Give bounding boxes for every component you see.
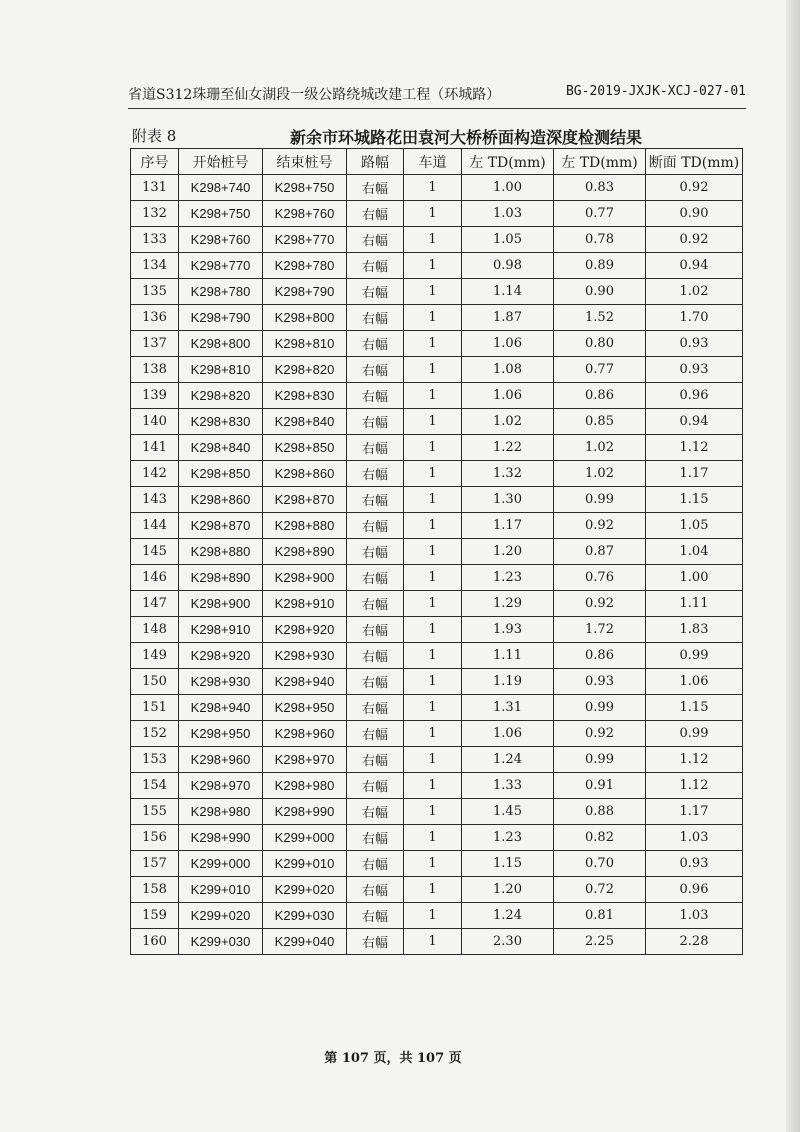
- cell-section-td: 1.83: [646, 617, 743, 643]
- cell-right-td: 0.99: [554, 747, 646, 773]
- cell-lane: 1: [404, 825, 462, 851]
- cell-end-station: K298+770: [263, 227, 347, 253]
- cell-section-td: 1.17: [646, 461, 743, 487]
- cell-section-td: 1.12: [646, 773, 743, 799]
- cell-start-station: K298+960: [179, 747, 263, 773]
- col-header-section-td: 断面 TD(mm): [646, 149, 743, 175]
- cell-section-td: 0.93: [646, 851, 743, 877]
- cell-start-station: K298+880: [179, 539, 263, 565]
- cell-left-td: 1.23: [462, 825, 554, 851]
- cell-left-td: 1.24: [462, 903, 554, 929]
- cell-end-station: K298+980: [263, 773, 347, 799]
- cell-left-td: 1.15: [462, 851, 554, 877]
- cell-carriageway: 右幅: [347, 617, 404, 643]
- table-title: 新余市环城路花田袁河大桥桥面构造深度检测结果: [289, 128, 642, 147]
- cell-lane: 1: [404, 773, 462, 799]
- table-row: [131, 201, 743, 227]
- cell-right-td: 1.72: [554, 617, 646, 643]
- cell-start-station: K298+820: [179, 383, 263, 409]
- cell-end-station: K298+810: [263, 331, 347, 357]
- cell-left-td: 1.30: [462, 487, 554, 513]
- table-row: [131, 825, 743, 851]
- cell-end-station: K299+030: [263, 903, 347, 929]
- cell-left-td: 1.08: [462, 357, 554, 383]
- table-row: [131, 513, 743, 539]
- cell-right-td: 0.78: [554, 227, 646, 253]
- cell-right-td: 0.89: [554, 253, 646, 279]
- cell-start-station: K298+940: [179, 695, 263, 721]
- cell-carriageway: 右幅: [347, 201, 404, 227]
- cell-lane: 1: [404, 175, 462, 201]
- cell-index: 142: [131, 461, 179, 487]
- cell-lane: 1: [404, 539, 462, 565]
- table-row: [131, 539, 743, 565]
- cell-right-td: 0.92: [554, 513, 646, 539]
- table-row: [131, 851, 743, 877]
- cell-section-td: 1.02: [646, 279, 743, 305]
- table-row: [131, 643, 743, 669]
- cell-right-td: 1.52: [554, 305, 646, 331]
- cell-index: 146: [131, 565, 179, 591]
- cell-carriageway: 右幅: [347, 643, 404, 669]
- texture-depth-table: [130, 148, 743, 955]
- table-row: [131, 929, 743, 955]
- cell-right-td: 1.02: [554, 461, 646, 487]
- cell-start-station: K298+790: [179, 305, 263, 331]
- cell-lane: 1: [404, 461, 462, 487]
- cell-index: 150: [131, 669, 179, 695]
- cell-index: 140: [131, 409, 179, 435]
- cell-end-station: K298+890: [263, 539, 347, 565]
- cell-section-td: 1.03: [646, 903, 743, 929]
- cell-left-td: 1.02: [462, 409, 554, 435]
- cell-left-td: 1.29: [462, 591, 554, 617]
- table-row: [131, 721, 743, 747]
- cell-carriageway: 右幅: [347, 747, 404, 773]
- col-header-left-td: 左 TD(mm): [462, 149, 554, 175]
- cell-carriageway: 右幅: [347, 669, 404, 695]
- cell-end-station: K299+020: [263, 877, 347, 903]
- cell-index: 134: [131, 253, 179, 279]
- cell-start-station: K298+980: [179, 799, 263, 825]
- header-rule: [128, 108, 746, 109]
- table-row: [131, 357, 743, 383]
- cell-index: 131: [131, 175, 179, 201]
- cell-index: 137: [131, 331, 179, 357]
- cell-index: 159: [131, 903, 179, 929]
- cell-section-td: 0.90: [646, 201, 743, 227]
- cell-lane: 1: [404, 513, 462, 539]
- cell-lane: 1: [404, 201, 462, 227]
- cell-carriageway: 右幅: [347, 461, 404, 487]
- cell-index: 144: [131, 513, 179, 539]
- cell-right-td: 0.90: [554, 279, 646, 305]
- cell-lane: 1: [404, 747, 462, 773]
- cell-right-td: 0.77: [554, 201, 646, 227]
- cell-left-td: 2.30: [462, 929, 554, 955]
- table-row: [131, 409, 743, 435]
- cell-start-station: K298+870: [179, 513, 263, 539]
- cell-carriageway: 右幅: [347, 695, 404, 721]
- col-header-end-station: 结束桩号: [263, 149, 347, 175]
- cell-lane: 1: [404, 929, 462, 955]
- col-header-lane: 车道: [404, 149, 462, 175]
- col-header-right-td: 左 TD(mm): [554, 149, 646, 175]
- cell-section-td: 0.99: [646, 721, 743, 747]
- table-row: [131, 591, 743, 617]
- cell-index: 151: [131, 695, 179, 721]
- table-label: 附表 8: [132, 127, 177, 145]
- cell-left-td: 1.23: [462, 565, 554, 591]
- table-row: [131, 331, 743, 357]
- cell-carriageway: 右幅: [347, 357, 404, 383]
- cell-right-td: 0.76: [554, 565, 646, 591]
- cell-right-td: 0.85: [554, 409, 646, 435]
- cell-end-station: K298+760: [263, 201, 347, 227]
- cell-lane: 1: [404, 669, 462, 695]
- cell-end-station: K298+900: [263, 565, 347, 591]
- cell-start-station: K298+750: [179, 201, 263, 227]
- table-row: [131, 461, 743, 487]
- table-row: [131, 487, 743, 513]
- table-row: [131, 747, 743, 773]
- cell-right-td: 0.81: [554, 903, 646, 929]
- cell-right-td: 2.25: [554, 929, 646, 955]
- cell-carriageway: 右幅: [347, 799, 404, 825]
- table-body: [131, 175, 743, 955]
- cell-end-station: K298+830: [263, 383, 347, 409]
- cell-lane: 1: [404, 799, 462, 825]
- cell-left-td: 1.45: [462, 799, 554, 825]
- cell-start-station: K298+900: [179, 591, 263, 617]
- cell-index: 145: [131, 539, 179, 565]
- cell-right-td: 0.91: [554, 773, 646, 799]
- cell-right-td: 0.80: [554, 331, 646, 357]
- cell-start-station: K299+030: [179, 929, 263, 955]
- cell-end-station: K298+860: [263, 461, 347, 487]
- cell-start-station: K298+850: [179, 461, 263, 487]
- cell-carriageway: 右幅: [347, 435, 404, 461]
- cell-lane: 1: [404, 695, 462, 721]
- cell-left-td: 1.19: [462, 669, 554, 695]
- cell-left-td: 1.87: [462, 305, 554, 331]
- cell-carriageway: 右幅: [347, 903, 404, 929]
- cell-end-station: K298+840: [263, 409, 347, 435]
- cell-end-station: K298+950: [263, 695, 347, 721]
- cell-section-td: 1.12: [646, 435, 743, 461]
- cell-index: 139: [131, 383, 179, 409]
- cell-lane: 1: [404, 903, 462, 929]
- cell-start-station: K298+930: [179, 669, 263, 695]
- table-caption: [130, 125, 742, 145]
- cell-start-station: K298+920: [179, 643, 263, 669]
- cell-right-td: 0.99: [554, 487, 646, 513]
- cell-right-td: 0.99: [554, 695, 646, 721]
- cell-right-td: 0.86: [554, 643, 646, 669]
- cell-lane: 1: [404, 383, 462, 409]
- cell-start-station: K298+740: [179, 175, 263, 201]
- cell-index: 157: [131, 851, 179, 877]
- project-title: 省道S312珠珊至仙女湖段一级公路绕城改建工程（环城路）: [128, 87, 501, 103]
- cell-end-station: K299+010: [263, 851, 347, 877]
- cell-lane: 1: [404, 877, 462, 903]
- cell-right-td: 0.93: [554, 669, 646, 695]
- table-row: [131, 435, 743, 461]
- table-row: [131, 617, 743, 643]
- cell-left-td: 1.00: [462, 175, 554, 201]
- cell-carriageway: 右幅: [347, 929, 404, 955]
- cell-left-td: 1.11: [462, 643, 554, 669]
- cell-carriageway: 右幅: [347, 253, 404, 279]
- table-row: [131, 279, 743, 305]
- cell-section-td: 1.00: [646, 565, 743, 591]
- cell-index: 160: [131, 929, 179, 955]
- cell-end-station: K298+880: [263, 513, 347, 539]
- cell-index: 158: [131, 877, 179, 903]
- cell-section-td: 0.94: [646, 409, 743, 435]
- cell-index: 149: [131, 643, 179, 669]
- cell-index: 155: [131, 799, 179, 825]
- cell-section-td: 1.12: [646, 747, 743, 773]
- cell-carriageway: 右幅: [347, 383, 404, 409]
- cell-section-td: 0.92: [646, 175, 743, 201]
- col-header-start-station: 开始桩号: [179, 149, 263, 175]
- cell-carriageway: 右幅: [347, 721, 404, 747]
- cell-start-station: K298+990: [179, 825, 263, 851]
- cell-left-td: 1.03: [462, 201, 554, 227]
- cell-index: 154: [131, 773, 179, 799]
- cell-end-station: K298+930: [263, 643, 347, 669]
- table-row: [131, 799, 743, 825]
- cell-start-station: K298+840: [179, 435, 263, 461]
- cell-section-td: 1.15: [646, 695, 743, 721]
- cell-end-station: K299+040: [263, 929, 347, 955]
- cell-start-station: K299+000: [179, 851, 263, 877]
- cell-start-station: K298+890: [179, 565, 263, 591]
- cell-carriageway: 右幅: [347, 487, 404, 513]
- cell-carriageway: 右幅: [347, 825, 404, 851]
- report-code: BG-2019-JXJK-XCJ-027-01: [565, 84, 746, 99]
- cell-right-td: 1.02: [554, 435, 646, 461]
- table-header-row: [131, 149, 743, 175]
- cell-end-station: K298+750: [263, 175, 347, 201]
- cell-index: 138: [131, 357, 179, 383]
- cell-end-station: K298+850: [263, 435, 347, 461]
- cell-left-td: 1.20: [462, 877, 554, 903]
- cell-carriageway: 右幅: [347, 227, 404, 253]
- cell-lane: 1: [404, 721, 462, 747]
- cell-start-station: K298+970: [179, 773, 263, 799]
- cell-lane: 1: [404, 487, 462, 513]
- cell-section-td: 0.96: [646, 383, 743, 409]
- cell-right-td: 0.72: [554, 877, 646, 903]
- cell-left-td: 1.06: [462, 383, 554, 409]
- table-row: [131, 227, 743, 253]
- cell-carriageway: 右幅: [347, 591, 404, 617]
- cell-left-td: 1.24: [462, 747, 554, 773]
- cell-index: 147: [131, 591, 179, 617]
- page-footer: 第 107 页，共 107 页: [324, 1051, 462, 1066]
- cell-end-station: K298+820: [263, 357, 347, 383]
- cell-start-station: K298+800: [179, 331, 263, 357]
- cell-left-td: 1.14: [462, 279, 554, 305]
- table-row: [131, 903, 743, 929]
- table-row: [131, 175, 743, 201]
- cell-carriageway: 右幅: [347, 565, 404, 591]
- cell-section-td: 1.04: [646, 539, 743, 565]
- cell-index: 153: [131, 747, 179, 773]
- cell-end-station: K299+000: [263, 825, 347, 851]
- cell-end-station: K298+870: [263, 487, 347, 513]
- cell-section-td: 1.17: [646, 799, 743, 825]
- cell-left-td: 1.05: [462, 227, 554, 253]
- cell-right-td: 0.70: [554, 851, 646, 877]
- cell-right-td: 0.83: [554, 175, 646, 201]
- cell-end-station: K298+800: [263, 305, 347, 331]
- cell-end-station: K298+960: [263, 721, 347, 747]
- table-row: [131, 669, 743, 695]
- table-row: [131, 695, 743, 721]
- cell-lane: 1: [404, 305, 462, 331]
- cell-left-td: 1.17: [462, 513, 554, 539]
- cell-left-td: 1.32: [462, 461, 554, 487]
- cell-lane: 1: [404, 565, 462, 591]
- cell-left-td: 0.98: [462, 253, 554, 279]
- cell-carriageway: 右幅: [347, 409, 404, 435]
- cell-left-td: 1.20: [462, 539, 554, 565]
- cell-index: 148: [131, 617, 179, 643]
- cell-section-td: 0.94: [646, 253, 743, 279]
- cell-carriageway: 右幅: [347, 877, 404, 903]
- cell-end-station: K298+990: [263, 799, 347, 825]
- cell-section-td: 0.96: [646, 877, 743, 903]
- cell-right-td: 0.88: [554, 799, 646, 825]
- cell-lane: 1: [404, 227, 462, 253]
- cell-left-td: 1.93: [462, 617, 554, 643]
- table-row: [131, 877, 743, 903]
- cell-index: 133: [131, 227, 179, 253]
- cell-section-td: 1.15: [646, 487, 743, 513]
- cell-section-td: 2.28: [646, 929, 743, 955]
- cell-end-station: K298+970: [263, 747, 347, 773]
- cell-section-td: 0.99: [646, 643, 743, 669]
- cell-carriageway: 右幅: [347, 331, 404, 357]
- cell-carriageway: 右幅: [347, 773, 404, 799]
- cell-end-station: K298+920: [263, 617, 347, 643]
- cell-section-td: 1.06: [646, 669, 743, 695]
- cell-lane: 1: [404, 357, 462, 383]
- cell-section-td: 0.92: [646, 227, 743, 253]
- cell-end-station: K298+940: [263, 669, 347, 695]
- cell-start-station: K298+910: [179, 617, 263, 643]
- cell-start-station: K298+810: [179, 357, 263, 383]
- cell-right-td: 0.92: [554, 591, 646, 617]
- cell-lane: 1: [404, 331, 462, 357]
- cell-left-td: 1.06: [462, 331, 554, 357]
- cell-section-td: 0.93: [646, 357, 743, 383]
- cell-index: 156: [131, 825, 179, 851]
- cell-left-td: 1.33: [462, 773, 554, 799]
- cell-section-td: 1.70: [646, 305, 743, 331]
- cell-right-td: 0.92: [554, 721, 646, 747]
- page-header: [128, 84, 746, 104]
- cell-start-station: K298+830: [179, 409, 263, 435]
- cell-index: 141: [131, 435, 179, 461]
- cell-right-td: 0.87: [554, 539, 646, 565]
- cell-right-td: 0.82: [554, 825, 646, 851]
- cell-lane: 1: [404, 409, 462, 435]
- col-header-carriageway: 路幅: [347, 149, 404, 175]
- table-row: [131, 383, 743, 409]
- cell-start-station: K298+950: [179, 721, 263, 747]
- cell-lane: 1: [404, 617, 462, 643]
- cell-start-station: K299+010: [179, 877, 263, 903]
- cell-left-td: 1.22: [462, 435, 554, 461]
- cell-carriageway: 右幅: [347, 539, 404, 565]
- cell-section-td: 1.05: [646, 513, 743, 539]
- cell-lane: 1: [404, 591, 462, 617]
- cell-section-td: 0.93: [646, 331, 743, 357]
- cell-end-station: K298+910: [263, 591, 347, 617]
- cell-start-station: K298+860: [179, 487, 263, 513]
- cell-lane: 1: [404, 253, 462, 279]
- cell-left-td: 1.31: [462, 695, 554, 721]
- cell-index: 136: [131, 305, 179, 331]
- table-row: [131, 773, 743, 799]
- cell-left-td: 1.06: [462, 721, 554, 747]
- table-row: [131, 565, 743, 591]
- cell-carriageway: 右幅: [347, 175, 404, 201]
- cell-right-td: 0.77: [554, 357, 646, 383]
- table-row: [131, 305, 743, 331]
- cell-index: 143: [131, 487, 179, 513]
- cell-lane: 1: [404, 279, 462, 305]
- cell-index: 135: [131, 279, 179, 305]
- col-header-index: 序号: [131, 149, 179, 175]
- cell-right-td: 0.86: [554, 383, 646, 409]
- cell-carriageway: 右幅: [347, 851, 404, 877]
- cell-lane: 1: [404, 435, 462, 461]
- cell-start-station: K298+770: [179, 253, 263, 279]
- cell-lane: 1: [404, 643, 462, 669]
- cell-end-station: K298+780: [263, 253, 347, 279]
- cell-section-td: 1.11: [646, 591, 743, 617]
- cell-end-station: K298+790: [263, 279, 347, 305]
- cell-start-station: K299+020: [179, 903, 263, 929]
- table-row: [131, 253, 743, 279]
- cell-carriageway: 右幅: [347, 513, 404, 539]
- cell-carriageway: 右幅: [347, 305, 404, 331]
- cell-lane: 1: [404, 851, 462, 877]
- page-edge-shadow: [786, 0, 800, 1132]
- cell-index: 152: [131, 721, 179, 747]
- cell-index: 132: [131, 201, 179, 227]
- cell-start-station: K298+760: [179, 227, 263, 253]
- cell-carriageway: 右幅: [347, 279, 404, 305]
- cell-section-td: 1.03: [646, 825, 743, 851]
- cell-start-station: K298+780: [179, 279, 263, 305]
